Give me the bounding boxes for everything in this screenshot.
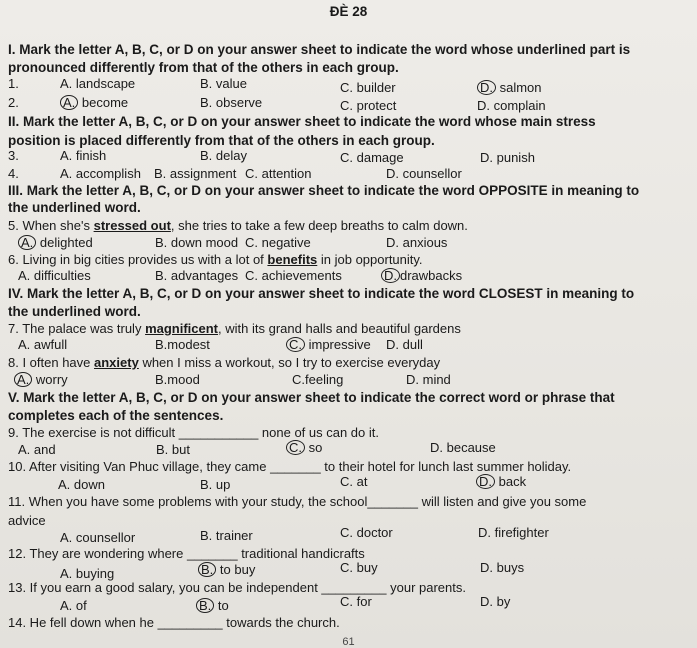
q5-option-d: D. anxious bbox=[386, 235, 448, 250]
section4-heading-line2: the underlined word. bbox=[8, 304, 141, 319]
q5-option-c: C. negative bbox=[245, 235, 311, 250]
underlined-word: magnificent bbox=[145, 321, 219, 336]
underlined-word: benefits bbox=[267, 252, 318, 267]
q7-option-a: A. awfull bbox=[18, 337, 68, 352]
q1-option-c: C. builder bbox=[340, 80, 396, 95]
q3-number: 3. bbox=[8, 148, 19, 163]
page-title: ĐÈ 28 bbox=[329, 4, 368, 19]
q6-option-d: D. drawbacks bbox=[381, 268, 462, 284]
q13-option-d: D. by bbox=[480, 594, 511, 609]
q11-question-line1: 11. When you have some problems with your study, the school_______ will listen and give you some bbox=[8, 494, 587, 509]
section5-heading-line1: V. Mark the letter A, B, C, or D on your answer sheet to indicate the correct word or phrase that bbox=[8, 390, 615, 405]
q7-question: 7. The palace was truly magnificent, with its grand halls and beautiful gardens bbox=[8, 321, 461, 336]
q9-question: 9. The exercise is not difficult ___________ none of us can do it. bbox=[8, 425, 379, 440]
q9-option-a: A. and bbox=[18, 442, 56, 457]
q7-option-b: B.modest bbox=[155, 337, 210, 352]
q8-option-d: D. mind bbox=[406, 372, 451, 387]
q12-question: 12. They are wondering where _______ traditional handicrafts bbox=[8, 546, 365, 561]
q2-option-a: A. become bbox=[60, 95, 128, 111]
q6-option-c: C. achievements bbox=[245, 268, 342, 283]
q12-option-b: B. to buy bbox=[198, 562, 255, 578]
section3-heading-line1: III. Mark the letter A, B, C, or D on your answer sheet to indicate the word OPPOSITE in meaning to bbox=[8, 183, 640, 198]
q4-option-d: D. counsellor bbox=[386, 166, 462, 181]
answer-circle-mark: D. bbox=[477, 80, 496, 95]
section1-heading-line2: pronounced differently from that of the others in each group. bbox=[8, 60, 399, 75]
q1-option-d: D. salmon bbox=[477, 80, 542, 96]
q11-option-d: D. firefighter bbox=[478, 525, 549, 540]
q3-option-b: B. delay bbox=[200, 148, 247, 163]
q9-option-b: B. but bbox=[156, 442, 190, 457]
q10-option-b: B. up bbox=[200, 477, 231, 492]
q5-option-a: A. delighted bbox=[18, 235, 93, 251]
q3-option-d: D. punish bbox=[480, 150, 535, 165]
q3-option-a: A. finish bbox=[60, 148, 107, 163]
answer-circle-mark: C. bbox=[286, 440, 305, 455]
q6-option-a: A. difficulties bbox=[18, 268, 91, 283]
section2-heading-line2: position is placed differently from that of the others in each group. bbox=[8, 133, 435, 148]
q13-question: 13. If you earn a good salary, you can be independent _________ your parents. bbox=[8, 580, 466, 595]
q10-question: 10. After visiting Van Phuc village, they came _______ to their hotel for lunch last summer holiday. bbox=[8, 459, 572, 474]
q8-option-c: C.feeling bbox=[292, 372, 344, 387]
q9-option-d: D. because bbox=[430, 440, 496, 455]
page-number: 61 bbox=[342, 636, 355, 648]
answer-circle-mark: A. bbox=[60, 95, 78, 110]
q10-option-a: A. down bbox=[58, 477, 105, 492]
q13-option-b: B. to bbox=[196, 598, 229, 614]
section4-heading-line1: IV. Mark the letter A, B, C, or D on your answer sheet to indicate the word CLOSEST in meaning to bbox=[8, 286, 635, 301]
q14-question: 14. He fell down when he _________ towards the church. bbox=[8, 615, 340, 630]
q12-option-a: A. buying bbox=[60, 566, 115, 581]
q7-option-c: C. impressive bbox=[286, 337, 371, 353]
q1-option-b: B. value bbox=[200, 76, 247, 91]
q11-option-b: B. trainer bbox=[200, 528, 253, 543]
q11-option-a: A. counsellor bbox=[60, 530, 136, 545]
q2-option-b: B. observe bbox=[200, 95, 263, 110]
answer-circle-mark: D. bbox=[476, 474, 495, 489]
q8-option-b: B.mood bbox=[155, 372, 200, 387]
q2-option-d: D. complain bbox=[477, 98, 546, 113]
q12-option-d: D. buys bbox=[480, 560, 525, 575]
section3-heading-line2: the underlined word. bbox=[8, 200, 141, 215]
q8-option-a: A. worry bbox=[14, 372, 68, 388]
q2-option-c: C. protect bbox=[340, 98, 397, 113]
q11-option-c: C. doctor bbox=[340, 525, 393, 540]
q2-number: 2. bbox=[8, 95, 19, 110]
q10-option-c: C. at bbox=[340, 474, 368, 489]
q6-option-b: B. advantages bbox=[155, 268, 239, 283]
q12-option-c: C. buy bbox=[340, 560, 378, 575]
q1-number: 1. bbox=[8, 76, 19, 91]
q5-question: 5. When she's stressed out, she tries to take a few deep breaths to calm down. bbox=[8, 218, 468, 233]
q7-option-d: D. dull bbox=[386, 337, 423, 352]
section2-heading-line1: II. Mark the letter A, B, C, or D on your answer sheet to indicate the word whose main stress bbox=[8, 114, 596, 129]
q11-question-line2: advice bbox=[8, 513, 46, 528]
answer-circle-mark: C. bbox=[286, 337, 305, 352]
q4-option-c: C. attention bbox=[245, 166, 312, 181]
section1-heading-line1: I. Mark the letter A, B, C, or D on your answer sheet to indicate the word whose underlined part is bbox=[8, 42, 631, 57]
q13-option-c: C. for bbox=[340, 594, 372, 609]
q4-option-b: B. assignment bbox=[154, 166, 237, 181]
answer-circle-mark: A. bbox=[14, 372, 32, 387]
answer-circle-mark: B. bbox=[198, 562, 216, 577]
underlined-word: anxiety bbox=[94, 355, 139, 370]
q6-question: 6. Living in big cities provides us with a lot of benefits in job opportunity. bbox=[8, 252, 423, 267]
answer-circle-mark: B. bbox=[196, 598, 214, 613]
q3-option-c: C. damage bbox=[340, 150, 404, 165]
q9-option-c: C. so bbox=[286, 440, 322, 456]
q8-question: 8. I often have anxiety when I miss a workout, so I try to exercise everyday bbox=[8, 355, 441, 370]
q5-option-b: B. down mood bbox=[155, 235, 239, 250]
answer-circle-mark: D. bbox=[381, 268, 400, 283]
q13-option-a: A. of bbox=[60, 598, 87, 613]
answer-circle-mark: A. bbox=[18, 235, 36, 250]
underlined-word: stressed out bbox=[93, 218, 171, 233]
q10-option-d: D. back bbox=[476, 474, 526, 490]
q4-option-a: A. accomplish bbox=[60, 166, 141, 181]
q1-option-a: A. landscape bbox=[60, 76, 136, 91]
section5-heading-line2: completes each of the sentences. bbox=[8, 408, 224, 423]
q4-number: 4. bbox=[8, 166, 19, 181]
